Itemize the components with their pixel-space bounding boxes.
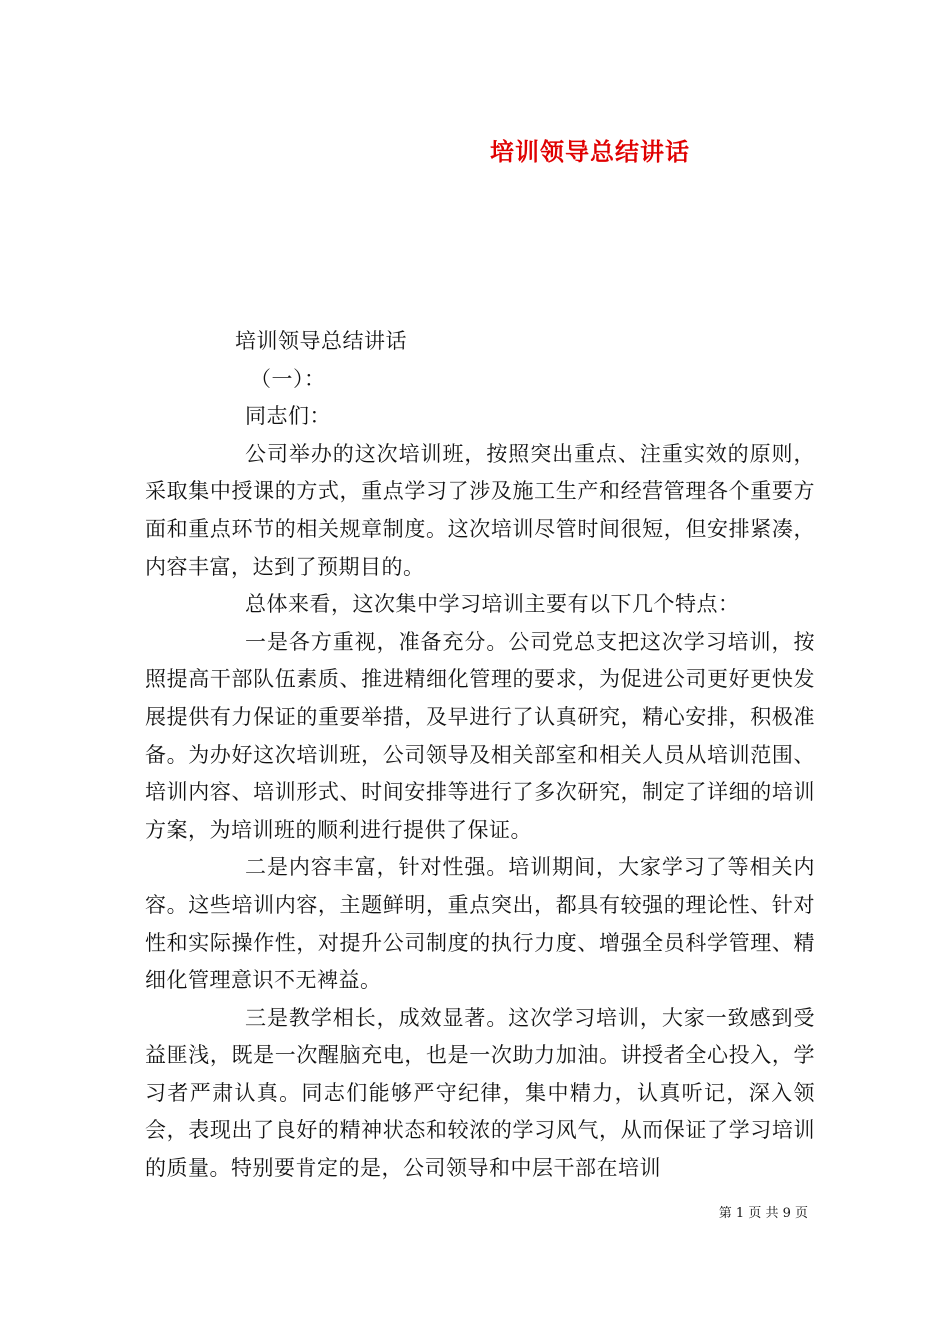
paragraph: 总体来看，这次集中学习培训主要有以下几个特点：: [245, 592, 740, 617]
page-number-footer: 第 1 页 共 9 页: [718, 1206, 808, 1221]
document-subtitle: 培训领导总结讲话: [235, 329, 407, 353]
document-title: 培训领导总结讲话: [490, 137, 690, 166]
paragraph: 公司举办的这次培训班，按照突出重点、注重实效的原则，采取集中授课的方式，重点学习了涉及施工生产和经营管理各个重要方面和重点环节的相关规章制度。这次培训尽管时间很短，但安排紧凑，内容丰富，达到了预期目的。: [145, 441, 815, 579]
salutation: 同志们：: [245, 404, 331, 429]
paragraph: 二是内容丰富，针对性强。培训期间，大家学习了等相关内容。这些培训内容，主题鲜明，重点突出，都具有较强的理论性、针对性和实际操作性，对提升公司制度的执行力度、增强全员科学管理、精细化管理意识不无裨益。: [145, 855, 815, 993]
document-body: [145, 323, 815, 1188]
section-mark: （一）：: [250, 366, 326, 391]
paragraph: 三是教学相长，成效显著。这次学习培训，大家一致感到受益匪浅，既是一次醒脑充电，也是一次助力加油。讲授者全心投入，学习者严肃认真。同志们能够严守纪律，集中精力，认真听记，深入领会，表现出了良好的精神状态和较浓的学习风气，从而保证了学习培训的质量。特别要肯定的是，公司领导和中层干部在培训: [145, 1005, 815, 1181]
paragraph: 一是各方重视，准备充分。公司党总支把这次学习培训，按照提高干部队伍素质、推进精细化管理的要求，为促进公司更好更快发展提供有力保证的重要举措，及早进行了认真研究，精心安排，积极准备。为办好这次培训班，公司领导及相关部室和相关人员从培训范围、培训内容、培训形式、时间安排等进行了多次研究，制定了详细的培训方案，为培训班的顺利进行提供了保证。: [145, 629, 815, 842]
